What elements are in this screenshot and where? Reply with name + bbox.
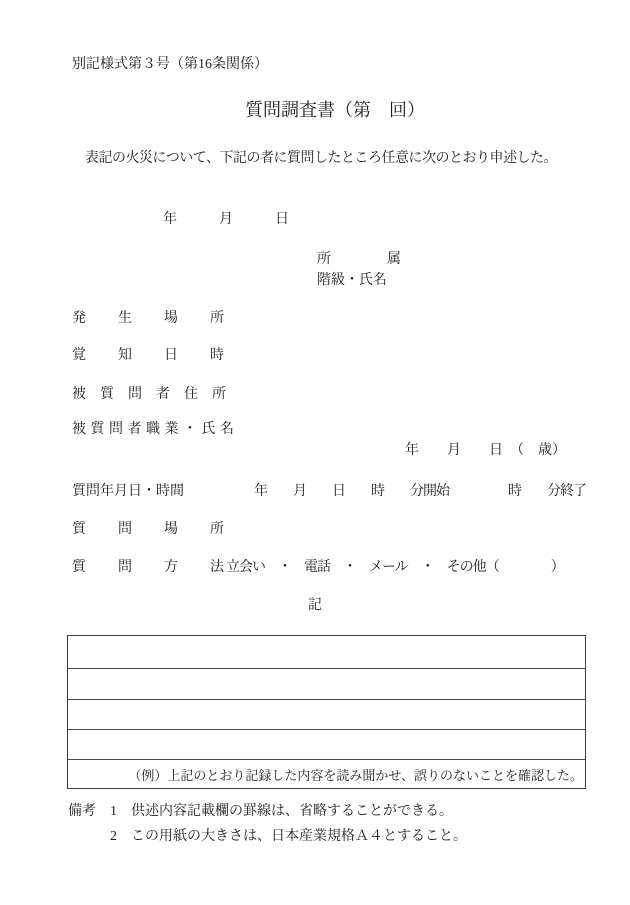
confirmation-row: （例）上記のとおり記録した内容を読み聞かせ、誤りのないことを確認した。 <box>128 767 583 783</box>
page-title: 質問調査書（第 回） <box>245 100 425 120</box>
rank-name-label: 階級・氏名 <box>317 273 387 288</box>
question-datetime-start-line: 年 月 日 時 分開始 <box>254 484 449 499</box>
birth-date-age-line: 年 月 日 （ 歳） <box>405 443 566 458</box>
remarks-line-2 <box>110 825 467 845</box>
field-label-awareness-datetime: 覚 知 日 時 <box>72 348 233 363</box>
field-label-occurrence-place: 発 生 場 所 <box>72 311 233 326</box>
field-label-interviewee-address: 被 質 問 者 住 所 <box>72 387 226 402</box>
statement-row <box>68 669 585 700</box>
remarks-line-1 <box>68 800 453 820</box>
affiliation-label: 所 属 <box>317 252 401 267</box>
record-heading: 記 <box>308 598 322 613</box>
field-label-interviewee-occupation-name: 被質問者職業・氏名 <box>72 422 239 437</box>
question-datetime-end-line: 時 分終了 <box>508 484 586 499</box>
intro-text: 表記の火災について、下記の者に質問したところ任意に次のとおり申述した。 <box>85 151 557 166</box>
field-label-question-place: 質 問 場 所 <box>72 522 233 537</box>
statement-table <box>67 635 586 789</box>
remarks-item-number: 2 <box>110 829 117 844</box>
report-date-line: 年 月 日 <box>163 212 289 227</box>
statement-row <box>68 730 585 760</box>
field-label-question-datetime: 質問年月日・時間 <box>72 484 184 499</box>
remarks-item-text: 供述内容記載欄の罫線は、省略することができる。 <box>131 804 453 819</box>
remarks-item-number: 1 <box>110 804 117 819</box>
field-label-question-method: 質 問 方 法 <box>72 560 233 575</box>
remarks-item-text: この用紙の大きさは、日本産業規格Ａ４とすること。 <box>131 829 467 844</box>
statement-row <box>68 700 585 730</box>
form-number: 別記様式第３号（第16条関係） <box>72 57 268 72</box>
statement-row <box>68 636 585 669</box>
question-method-options: 立会い ・ 電話 ・ メール ・ その他（ ） <box>226 560 564 575</box>
remarks-label: 備考 <box>68 804 96 819</box>
